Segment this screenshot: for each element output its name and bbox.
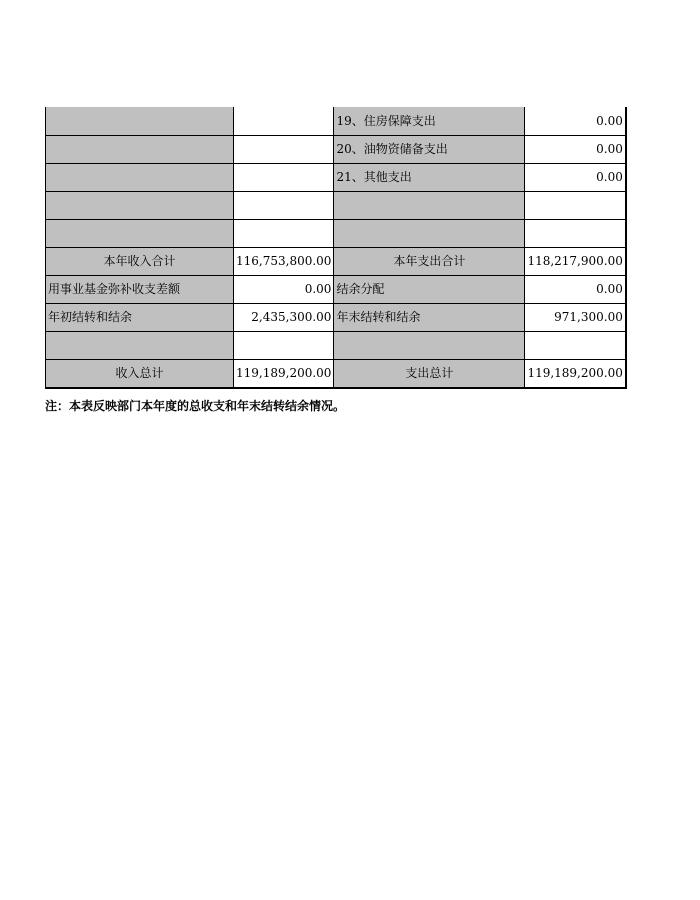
income-item-label — [46, 192, 234, 220]
income-item-value — [234, 136, 334, 164]
grand-income-total-label: 收入总计 — [46, 360, 234, 389]
expense-item-label: 21、其他支出 — [334, 164, 525, 192]
grand-expense-total-value: 119,189,200.00 — [525, 360, 626, 389]
income-item-label — [46, 107, 234, 136]
expense-item-value — [525, 332, 626, 360]
table-row — [46, 220, 626, 248]
table-row — [46, 304, 626, 332]
table-row — [46, 136, 626, 164]
table-row-year-total — [46, 248, 626, 276]
income-item-value — [234, 107, 334, 136]
expense-item-value — [525, 220, 626, 248]
annual-expense-total-label: 本年支出合计 — [334, 248, 525, 276]
table-row — [46, 332, 626, 360]
business-fund-offset-value: 0.00 — [234, 276, 334, 304]
opening-balance-label: 年初结转和结余 — [46, 304, 234, 332]
income-item-value — [234, 220, 334, 248]
income-item-label — [46, 136, 234, 164]
income-item-label — [46, 332, 234, 360]
expense-item-label: 20、油物资储备支出 — [334, 136, 525, 164]
income-item-label — [46, 164, 234, 192]
expense-item-label: 19、住房保障支出 — [334, 107, 525, 136]
income-item-label — [46, 220, 234, 248]
expense-item-value: 0.00 — [525, 164, 626, 192]
table-row — [46, 192, 626, 220]
annual-income-total-value: 116,753,800.00 — [234, 248, 334, 276]
expense-item-label — [334, 220, 525, 248]
income-item-value — [234, 192, 334, 220]
surplus-distribution-label: 结余分配 — [334, 276, 525, 304]
table-footnote: 注：本表反映部门本年度的总收支和年末结转结余情况。 — [45, 399, 346, 413]
annual-income-total-label: 本年收入合计 — [46, 248, 234, 276]
income-item-value — [234, 164, 334, 192]
expense-item-value — [525, 192, 626, 220]
expense-item-label — [334, 332, 525, 360]
opening-balance-value: 2,435,300.00 — [234, 304, 334, 332]
expense-item-label — [334, 192, 525, 220]
table-row — [46, 164, 626, 192]
closing-balance-label: 年末结转和结余 — [334, 304, 525, 332]
business-fund-offset-label: 用事业基金弥补收支差额 — [46, 276, 234, 304]
annual-expense-total-value: 118,217,900.00 — [525, 248, 626, 276]
table-row-grand-total — [46, 360, 626, 389]
income-item-value — [234, 332, 334, 360]
surplus-distribution-value: 0.00 — [525, 276, 626, 304]
expense-item-value: 0.00 — [525, 136, 626, 164]
budget-summary-table — [45, 107, 627, 389]
closing-balance-value: 971,300.00 — [525, 304, 626, 332]
expense-item-value: 0.00 — [525, 107, 626, 136]
table-row — [46, 107, 626, 136]
grand-expense-total-label: 支出总计 — [334, 360, 525, 389]
grand-income-total-value: 119,189,200.00 — [234, 360, 334, 389]
table-row — [46, 276, 626, 304]
